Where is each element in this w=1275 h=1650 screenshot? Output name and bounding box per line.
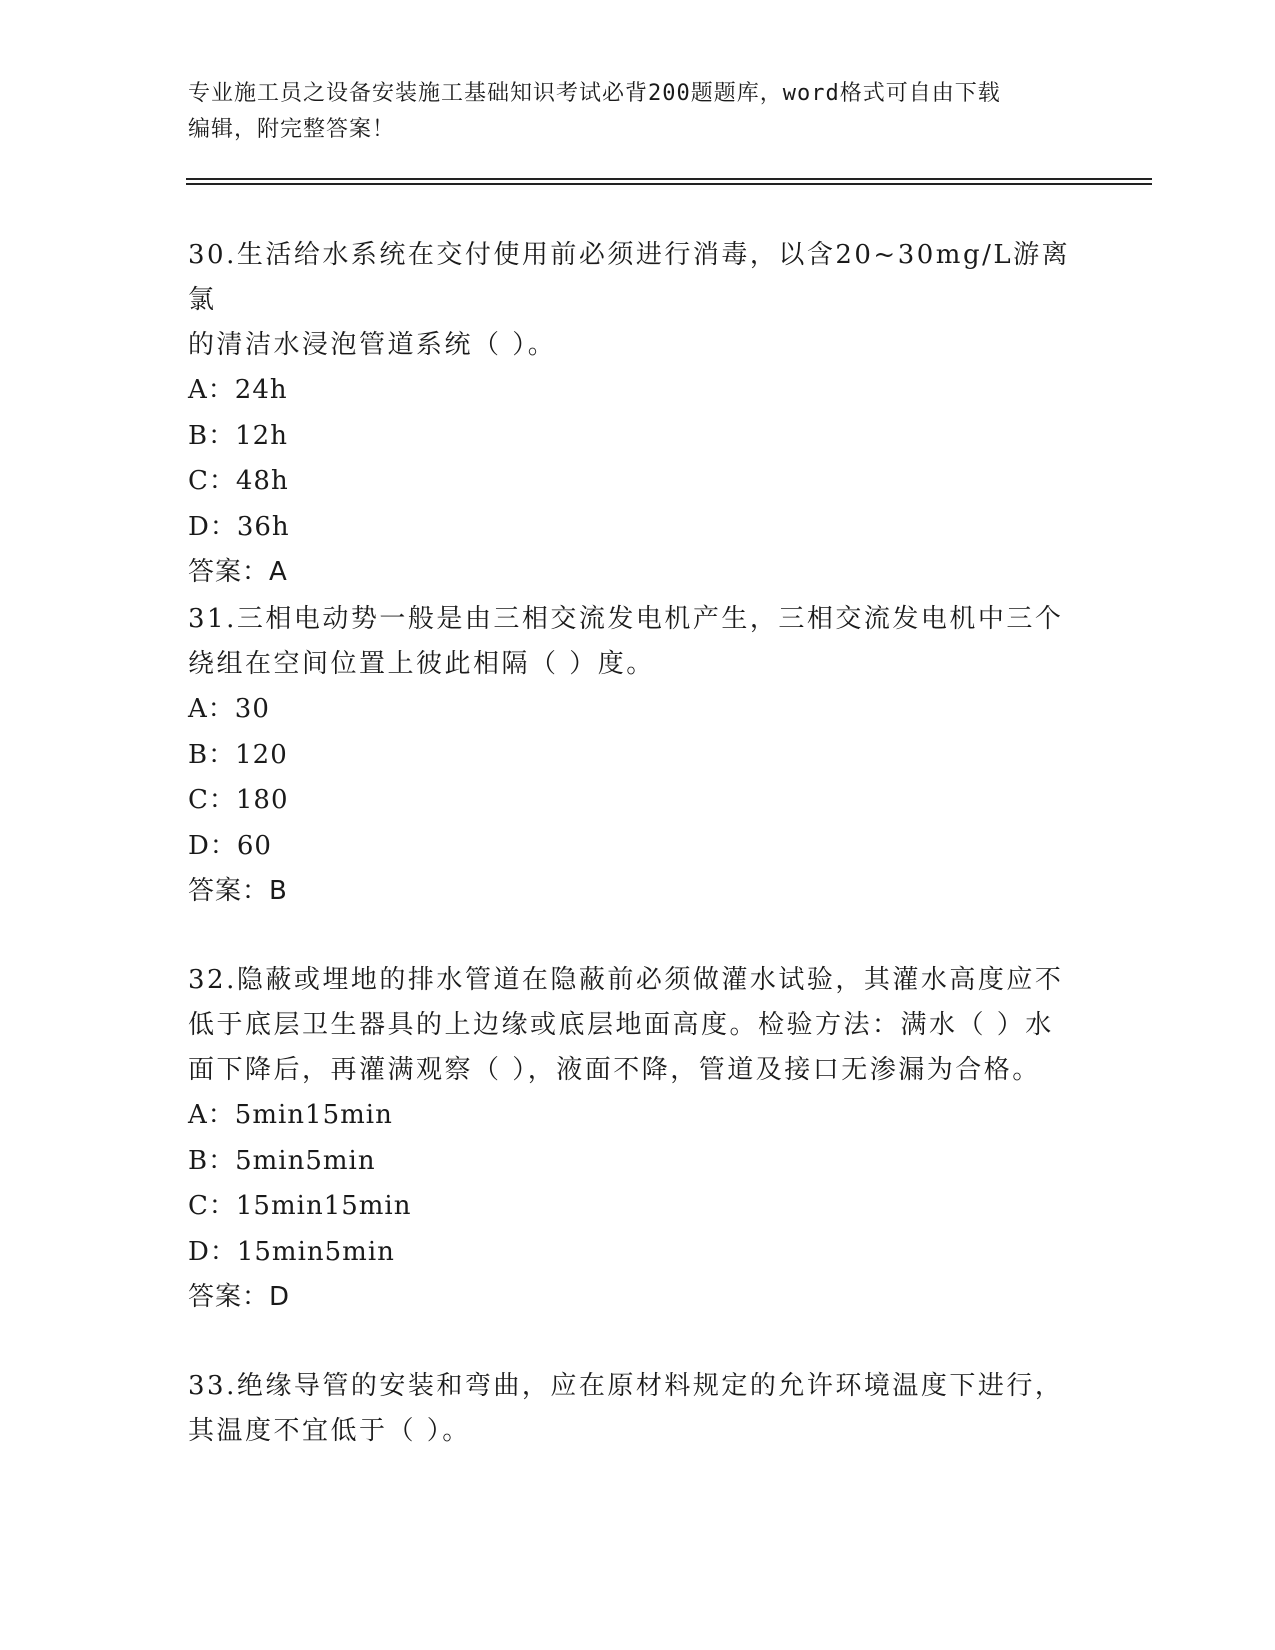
question-31 [188,597,1078,914]
question-stem-line: 低于底层卫生器具的上边缘或底层地面高度。检验方法：满水（ ）水 [188,1010,1054,1040]
option-d: D：60 [188,830,272,861]
question-stem-line: 面下降后，再灌满观察（ ），液面不降，管道及接口无渗漏为合格。 [188,1055,1041,1085]
header-line-2: 编辑，附完整答案！ [188,117,396,142]
question-stem-line: 32.隐蔽或埋地的排水管道在隐蔽前必须做灌水试验，其灌水高度应不 [188,965,1064,995]
option-b: B：12h [188,420,288,451]
option-d: D：15min5min [188,1236,395,1267]
answer-line: 答案：A [188,557,288,587]
header-divider-top [186,178,1152,180]
answer-line: 答案：D [188,1282,291,1312]
header-line-1: 专业施工员之设备安装施工基础知识考试必背200题题库，word格式可自由下载 [188,81,1001,106]
question-stem-line: 其温度不宜低于（ ）。 [188,1416,471,1446]
question-33 [188,1364,1078,1454]
option-c: C：48h [188,466,289,496]
option-a: A：30 [188,694,270,724]
answer-line: 答案：B [188,876,288,906]
option-c: C：15min15min [188,1191,412,1221]
question-stem-line: 的清洁水浸泡管道系统（ ）。 [188,330,557,360]
option-b: B：5min5min [188,1145,376,1176]
option-b: B：120 [188,739,288,770]
question-32 [188,958,1078,1320]
question-stem-line: 31.三相电动势一般是由三相交流发电机产生，三相交流发电机中三个 [188,604,1064,634]
option-a: A：24h [188,375,288,405]
question-30 [188,233,1078,595]
option-d: D：36h [188,511,290,542]
document-header [188,76,1068,148]
header-divider-bottom [186,183,1152,185]
question-stem-line: 绕组在空间位置上彼此相隔（ ）度。 [188,649,655,679]
option-c: C：180 [188,785,289,815]
question-stem-line: 33.绝缘导管的安装和弯曲，应在原材料规定的允许环境温度下进行， [188,1371,1064,1401]
question-stem-line: 30.生活给水系统在交付使用前必须进行消毒，以含20~30mg/L游离氯 [188,240,1071,315]
option-a: A：5min15min [188,1100,393,1130]
